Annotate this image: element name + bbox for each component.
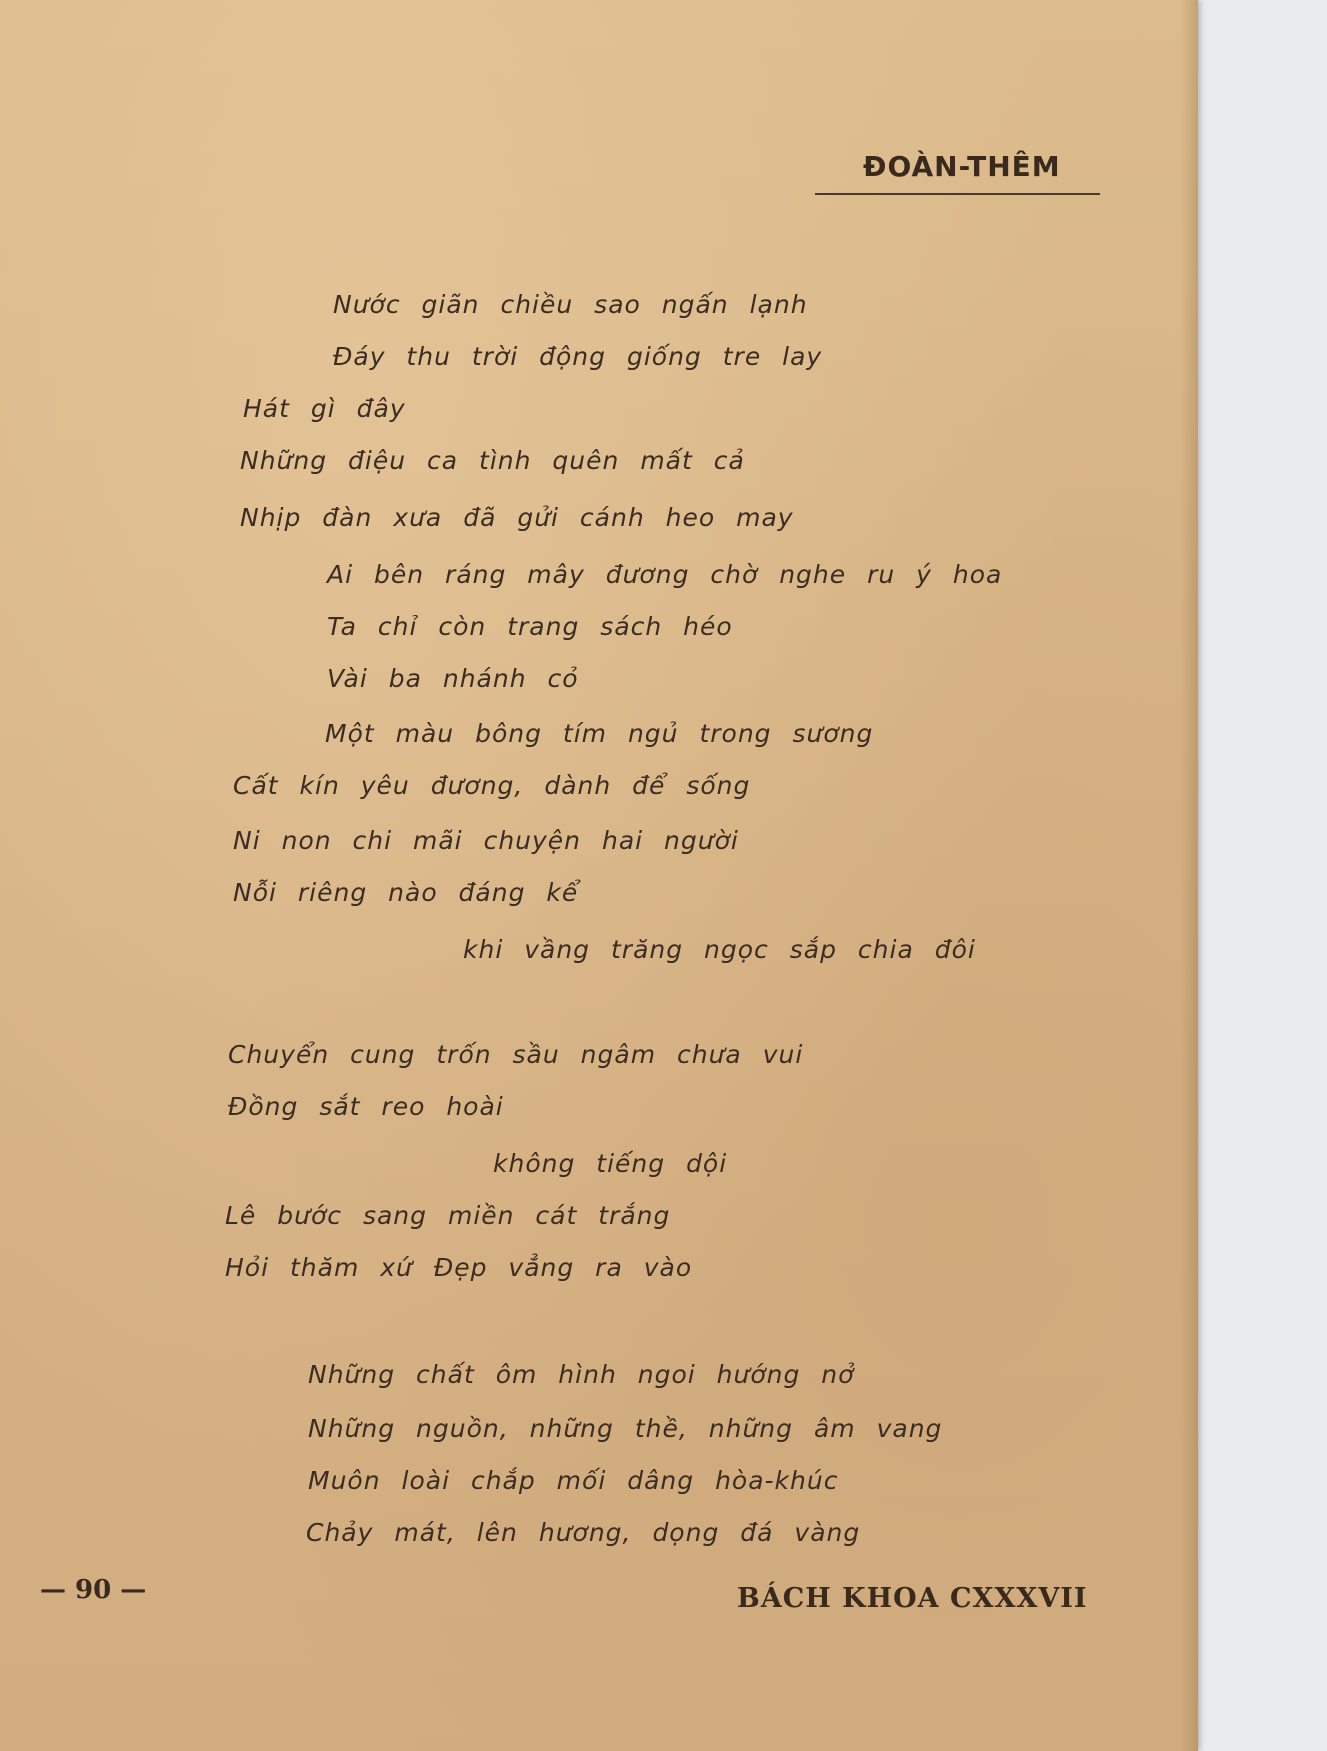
page-number: — 90 —: [40, 1575, 147, 1605]
poem-line: Những chất ôm hình ngoi hướng nở: [308, 1360, 855, 1389]
poem-line: Muôn loài chắp mối dâng hòa-khúc: [308, 1466, 839, 1495]
poem-line: Hỏi thăm xứ Đẹp vẳng ra vào: [225, 1253, 693, 1282]
author-name: ĐOÀN-THÊM: [863, 150, 1061, 183]
poem-line: Ta chỉ còn trang sách héo: [327, 612, 733, 641]
poem-line: Hát gì đây: [243, 394, 406, 423]
poem-line: Ai bên ráng mây đương chờ nghe ru ý hoa: [327, 560, 1003, 589]
poem-line: Vài ba nhánh cỏ: [327, 664, 579, 693]
poem-line: Nước giãn chiều sao ngấn lạnh: [333, 290, 808, 319]
poem-line: Đáy thu trời động giống tre lay: [333, 342, 823, 371]
poem-line: Cất kín yêu đương, dành để sống: [233, 771, 751, 800]
poem-line: Nỗi riêng nào đáng kể: [233, 878, 579, 907]
journal-title: BÁCH KHOA CXXXVII: [737, 1583, 1088, 1614]
author-underline: [815, 193, 1100, 195]
poem-line: Chảy mát, lên hương, dọng đá vàng: [306, 1518, 861, 1547]
poem-line: Chuyển cung trốn sầu ngâm chưa vui: [228, 1040, 804, 1069]
poem-line: Một màu bông tím ngủ trong sương: [325, 719, 874, 748]
poem-line: Lê bước sang miền cát trắng: [225, 1201, 671, 1230]
poem-line: Nhịp đàn xưa đã gửi cánh heo may: [240, 503, 794, 532]
poem-line: Ni non chi mãi chuyện hai người: [233, 826, 739, 855]
poem-line: khi vầng trăng ngọc sắp chia đôi: [463, 935, 976, 964]
poem-line: không tiếng dội: [493, 1149, 728, 1178]
poem-line: Đồng sắt reo hoài: [228, 1092, 504, 1121]
poem-line: Những nguồn, những thề, những âm vang: [308, 1414, 943, 1443]
poem-line: Những điệu ca tình quên mất cả: [240, 446, 745, 475]
